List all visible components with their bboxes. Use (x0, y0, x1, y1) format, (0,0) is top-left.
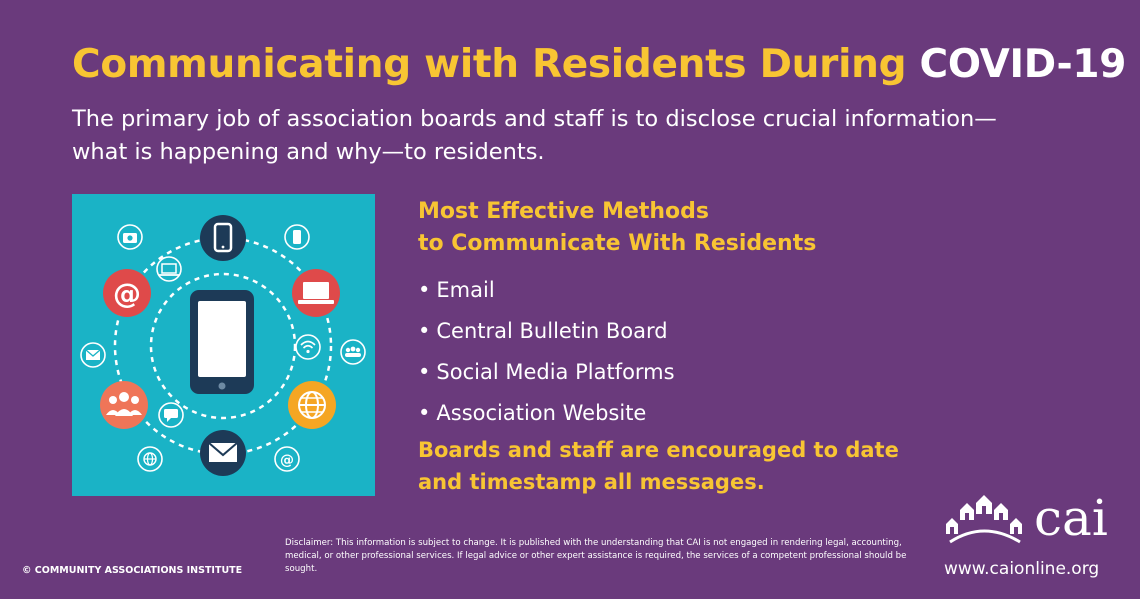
small-people-icon (341, 340, 365, 364)
small-laptop-icon (157, 257, 181, 281)
small-at-sign-icon (275, 447, 299, 471)
houses-logo-icon (942, 490, 1028, 546)
communication-illustration (72, 194, 375, 496)
methods-heading-line-1: Most Effective Methods (418, 199, 710, 224)
camera-icon (118, 225, 142, 249)
mobile-phone-icon (200, 215, 246, 261)
chat-bubble-icon (159, 403, 183, 427)
methods-heading (418, 196, 816, 260)
smartphone-icon (190, 290, 254, 394)
envelope-icon (200, 430, 246, 476)
subtitle-line-2: what is happening and why—to residents. (72, 139, 545, 165)
at-symbol: @ (113, 277, 141, 310)
small-at-symbol: @ (280, 452, 294, 469)
method-item-website: • Association Website (418, 393, 675, 434)
cai-logo (942, 488, 1122, 548)
copyright: © COMMUNITY ASSOCIATIONS INSTITUTE (22, 565, 243, 576)
subtitle-line-1: The primary job of association boards and staff is to disclose crucial information— (72, 106, 997, 132)
logo-text: cai (1034, 489, 1108, 547)
small-globe-icon (138, 447, 162, 471)
method-item-bulletin-board: • Central Bulletin Board (418, 311, 675, 352)
disclaimer: Disclaimer: This information is subject to change. It is published with the understanding that CAI is not engaged in rendering legal, accounting, medical, or other professional services. If legal advice or other expert assistance is required, the services of a competent professional should be sought. (285, 538, 907, 574)
subtitle (72, 103, 1072, 169)
timestamp-note (418, 434, 899, 498)
method-item-email: • Email (418, 270, 675, 311)
page-title (72, 40, 1126, 90)
people-group-icon (100, 381, 148, 429)
title-accent: COVID-19 (919, 42, 1127, 87)
methods-list (418, 270, 675, 434)
note-line-2: and timestamp all messages. (418, 470, 765, 494)
laptop-icon (292, 269, 340, 317)
note-line-1: Boards and staff are encouraged to date (418, 438, 899, 462)
method-item-social-media: • Social Media Platforms (418, 352, 675, 393)
small-phone-icon (285, 225, 309, 249)
small-envelope-icon (81, 343, 105, 367)
website-url: www.caionline.org (944, 559, 1100, 579)
wifi-icon (296, 335, 320, 359)
methods-heading-line-2: to Communicate With Residents (418, 231, 817, 256)
globe-icon (288, 381, 336, 429)
title-main: Communicating with Residents During (72, 42, 920, 87)
at-sign-icon (103, 269, 151, 317)
